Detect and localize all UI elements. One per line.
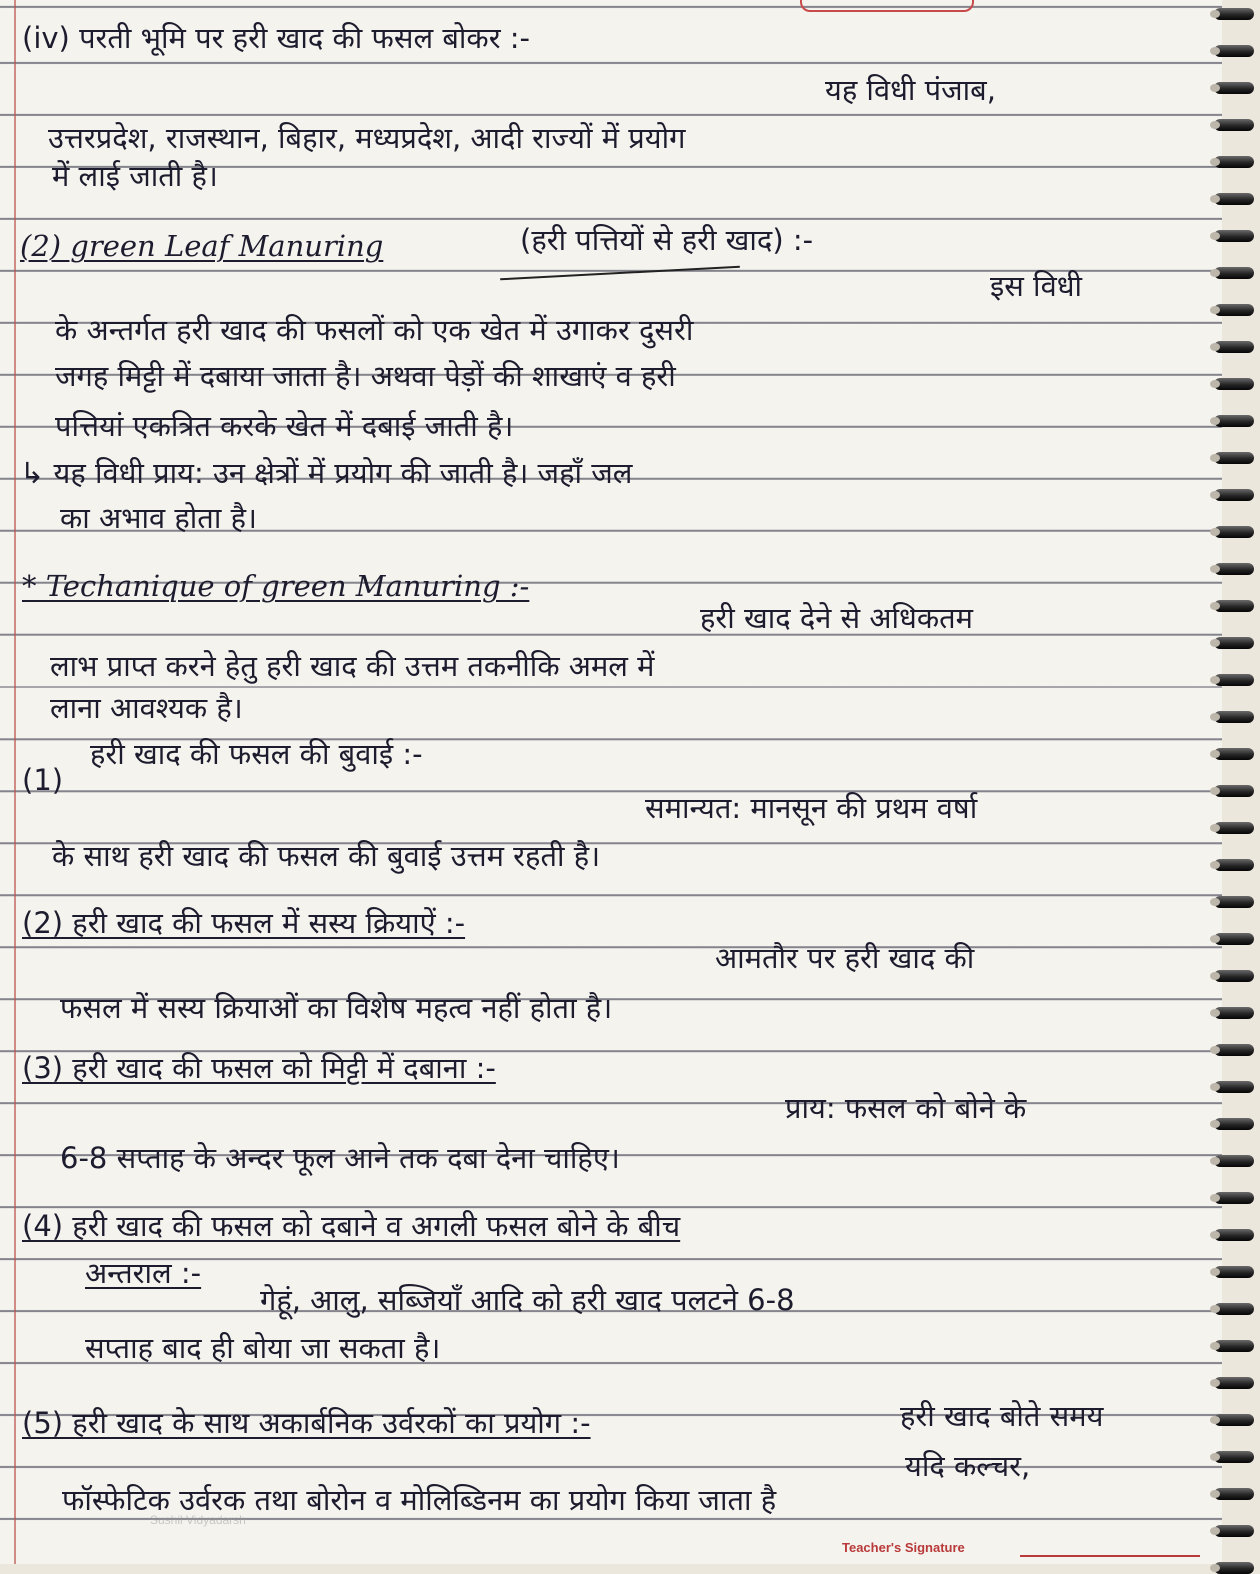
spiral-coil: [1214, 1266, 1254, 1278]
line-text: फसल में सस्य क्रियाओं का विशेष महत्व नहीं होता है।: [60, 991, 613, 1025]
line-text: यदि कल्चर,: [905, 1449, 1031, 1483]
binding-hole: [1210, 1157, 1220, 1165]
spiral-coil: [1214, 452, 1254, 464]
binding-hole: [1210, 1379, 1220, 1387]
binding-hole: [1210, 1046, 1220, 1054]
spiral-coil: [1214, 563, 1254, 575]
binding-hole: [1210, 491, 1220, 499]
line-text: इस विधी: [990, 269, 1083, 303]
binding-hole: [1210, 565, 1220, 573]
spiral-binding: [1216, 0, 1260, 1564]
spiral-coil: [1214, 1081, 1254, 1093]
spiral-coil: [1214, 267, 1254, 279]
binding-hole: [1210, 454, 1220, 462]
spiral-coil: [1214, 748, 1254, 760]
header-tab: [800, 0, 974, 12]
binding-hole: [1210, 861, 1220, 869]
spiral-coil: [1214, 1155, 1254, 1167]
binding-hole: [1210, 195, 1220, 203]
binding-hole: [1210, 10, 1220, 18]
binding-hole: [1210, 84, 1220, 92]
line-text: के अन्तर्गत हरी खाद की फसलों को एक खेत में उगाकर दुसरी: [55, 313, 694, 347]
line-subheading-1: हरी खाद की फसल की बुवाई :-: [90, 737, 423, 771]
binding-hole: [1210, 1490, 1220, 1498]
binding-hole: [1210, 417, 1220, 425]
line-text: ↳ यह विधी प्राय: उन क्षेत्रों में प्रयोग की जाती है। जहाँ जल: [20, 456, 633, 490]
line-text: यह विधी पंजाब,: [825, 73, 996, 107]
binding-hole: [1210, 1564, 1220, 1572]
spiral-coil: [1214, 193, 1254, 205]
spiral-coil: [1214, 1229, 1254, 1241]
binding-hole: [1210, 158, 1220, 166]
binding-hole: [1210, 1305, 1220, 1313]
spiral-coil: [1214, 1488, 1254, 1500]
spiral-coil: [1214, 674, 1254, 686]
pen-stroke: [500, 266, 740, 281]
binding-hole: [1210, 639, 1220, 647]
spiral-coil: [1214, 8, 1254, 20]
binding-hole: [1210, 1416, 1220, 1424]
binding-hole: [1210, 343, 1220, 351]
binding-hole: [1210, 1194, 1220, 1202]
binding-hole: [1210, 898, 1220, 906]
line-text: 6-8 सप्ताह के अन्दर फूल आने तक दबा देना चाहिए।: [60, 1141, 620, 1175]
line-heading-3: (3) हरी खाद की फसल को मिट्टी में दबाना :-: [22, 1051, 496, 1085]
spiral-coil: [1214, 82, 1254, 94]
line-text: प्राय: फसल को बोने के: [785, 1091, 1027, 1125]
line-text: गेहूं, आलु, सब्जियाँ आदि को हरी खाद पलटने 6-8: [260, 1283, 795, 1317]
binding-hole: [1210, 269, 1220, 277]
spiral-coil: [1214, 1118, 1254, 1130]
binding-hole: [1210, 713, 1220, 721]
line-text: आमतौर पर हरी खाद की: [715, 941, 975, 975]
binding-hole: [1210, 1453, 1220, 1461]
line-text: फॉस्फेटिक उर्वरक तथा बोरोन व मोलिब्डिनम का प्रयोग किया जाता है: [62, 1483, 777, 1517]
binding-hole: [1210, 306, 1220, 314]
line-text: में लाई जाती है।: [52, 159, 218, 193]
line-text: पत्तियां एकत्रित करके खेत में दबाई जाती है।: [55, 409, 514, 443]
watermark: Sushil Vidyadarsh: [150, 1513, 246, 1527]
spiral-coil: [1214, 637, 1254, 649]
binding-hole: [1210, 1083, 1220, 1091]
spiral-coil: [1214, 785, 1254, 797]
spiral-coil: [1214, 341, 1254, 353]
spiral-coil: [1214, 378, 1254, 390]
signature-line: [1020, 1555, 1200, 1557]
binding-hole: [1210, 750, 1220, 758]
line-text: उत्तरप्रदेश, राजस्थान, बिहार, मध्यप्रदेश, आदी राज्यों में प्रयोग: [48, 121, 686, 155]
spiral-coil: [1214, 1192, 1254, 1204]
spiral-coil: [1214, 304, 1254, 316]
spiral-coil: [1214, 1303, 1254, 1315]
binding-hole: [1210, 787, 1220, 795]
spiral-coil: [1214, 859, 1254, 871]
binding-hole: [1210, 1342, 1220, 1350]
binding-hole: [1210, 121, 1220, 129]
binding-hole: [1210, 602, 1220, 610]
line-text: का अभाव होता है।: [60, 501, 257, 535]
binding-hole: [1210, 1268, 1220, 1276]
spiral-coil: [1214, 489, 1254, 501]
margin-line: [14, 0, 16, 1564]
line-text: लाभ प्राप्त करने हेतु हरी खाद की उत्तम तकनीकि अमल में: [50, 649, 655, 683]
binding-hole: [1210, 1120, 1220, 1128]
spiral-coil: [1214, 1414, 1254, 1426]
line-text: समान्यत: मानसून की प्रथम वर्षा: [645, 791, 978, 825]
spiral-coil: [1214, 1007, 1254, 1019]
spiral-coil: [1214, 1377, 1254, 1389]
binding-hole: [1210, 47, 1220, 55]
spiral-coil: [1214, 970, 1254, 982]
binding-hole: [1210, 1231, 1220, 1239]
spiral-coil: [1214, 933, 1254, 945]
line-text: सप्ताह बाद ही बोया जा सकता है।: [85, 1331, 441, 1365]
line-heading-technique: * Techanique of green Manuring :-: [22, 569, 530, 603]
spiral-coil: [1214, 822, 1254, 834]
binding-hole: [1210, 824, 1220, 832]
spiral-coil: [1214, 1525, 1254, 1537]
line-text: हरी खाद बोते समय: [900, 1399, 1104, 1433]
binding-hole: [1210, 972, 1220, 980]
spiral-coil: [1214, 119, 1254, 131]
line-heading-iv: (iv) परती भूमि पर हरी खाद की फसल बोकर :-: [22, 21, 531, 55]
line-text: जगह मिट्टी में दबाया जाता है। अथवा पेड़ों की शाखाएं व हरी: [55, 359, 676, 393]
binding-hole: [1210, 1527, 1220, 1535]
line-subheading-interval: अन्तराल :-: [85, 1256, 202, 1290]
line-number: (1): [22, 763, 64, 797]
binding-hole: [1210, 232, 1220, 240]
spiral-coil: [1214, 1451, 1254, 1463]
line-heading-2b: (2) हरी खाद की फसल में सस्य क्रियाऐं :-: [22, 906, 466, 940]
spiral-coil: [1214, 415, 1254, 427]
line-heading-5: (5) हरी खाद के साथ अकार्बनिक उर्वरकों का प्रयोग :-: [22, 1406, 591, 1440]
binding-hole: [1210, 1009, 1220, 1017]
line-heading-2: (2) green Leaf Manuring: [20, 229, 384, 263]
teacher-signature-label: Teacher's Signature: [842, 1540, 965, 1555]
line-subheading: (हरी पत्तियों से हरी खाद) :-: [520, 223, 814, 257]
binding-hole: [1210, 676, 1220, 684]
spiral-coil: [1214, 45, 1254, 57]
line-heading-4: (4) हरी खाद की फसल को दबाने व अगली फसल बोने के बीच: [22, 1209, 681, 1243]
spiral-coil: [1214, 896, 1254, 908]
spiral-coil: [1214, 711, 1254, 723]
spiral-coil: [1214, 600, 1254, 612]
spiral-coil: [1214, 1340, 1254, 1352]
spiral-coil: [1214, 526, 1254, 538]
spiral-coil: [1214, 230, 1254, 242]
line-text: हरी खाद देने से अधिकतम: [700, 601, 974, 635]
spiral-coil: [1214, 156, 1254, 168]
line-text: लाना आवश्यक है।: [50, 691, 243, 725]
binding-hole: [1210, 935, 1220, 943]
line-text: के साथ हरी खाद की फसल की बुवाई उत्तम रहती है।: [52, 839, 601, 873]
spiral-coil: [1214, 1044, 1254, 1056]
binding-hole: [1210, 528, 1220, 536]
binding-hole: [1210, 380, 1220, 388]
